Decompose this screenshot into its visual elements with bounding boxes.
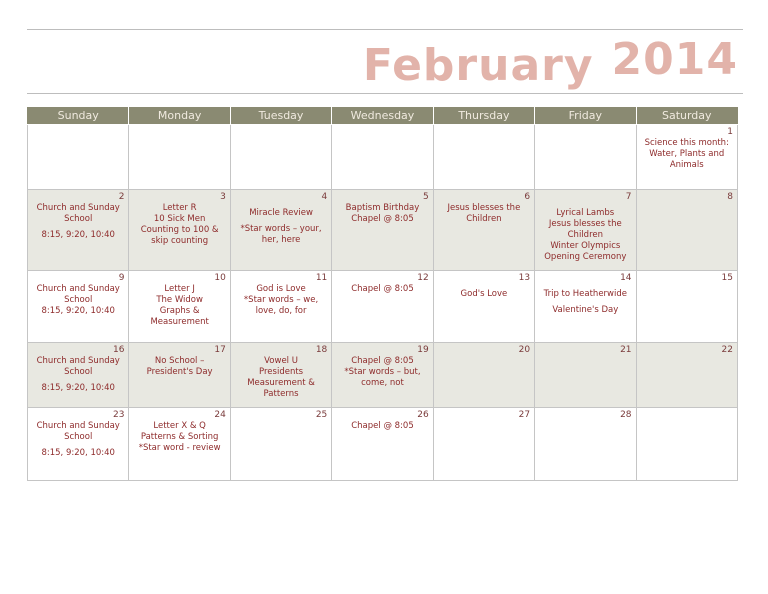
- day-cell[interactable]: [332, 343, 433, 408]
- event-line: God's Love: [460, 289, 508, 299]
- day-events: [129, 284, 229, 328]
- day-events: [332, 203, 432, 225]
- day-cell[interactable]: [28, 125, 129, 190]
- calendar-title: [362, 34, 738, 91]
- day-cell[interactable]: [433, 343, 534, 408]
- weekday-header-row: [28, 107, 738, 125]
- event-line: *Star words – your,: [240, 224, 322, 234]
- day-cell[interactable]: [535, 190, 636, 271]
- day-number: [231, 125, 331, 138]
- event-line: 8:15, 9:20, 10:40: [41, 306, 115, 316]
- day-events: [231, 203, 331, 246]
- day-number: 10: [214, 273, 226, 283]
- day-cell[interactable]: [230, 190, 331, 271]
- calendar-body: [28, 125, 738, 481]
- day-number: 28: [620, 410, 632, 420]
- day-cell[interactable]: [230, 125, 331, 190]
- weekday-tuesday: Tuesday: [230, 107, 331, 125]
- event-line: Miracle Review: [249, 208, 313, 218]
- day-cell[interactable]: [332, 190, 433, 271]
- event-line: Lyrical Lambs: [556, 208, 615, 218]
- day-events: [637, 138, 737, 171]
- week-row: [28, 408, 738, 481]
- event-line: Chapel @ 8:05: [351, 214, 414, 224]
- day-cell[interactable]: [535, 408, 636, 481]
- event-line: skip counting: [151, 236, 209, 246]
- day-events: [332, 284, 432, 295]
- day-number: [535, 125, 635, 138]
- year-label: 2014: [611, 34, 738, 85]
- day-number: 15: [721, 273, 733, 283]
- day-events: [434, 284, 534, 300]
- day-number: 1: [727, 127, 733, 137]
- month-label: February: [362, 40, 594, 91]
- top-rule: [27, 29, 743, 30]
- day-cell[interactable]: [129, 271, 230, 343]
- event-line: Church and Sunday: [36, 421, 120, 431]
- day-cell[interactable]: [636, 343, 737, 408]
- event-line: Trip to Heatherwide: [543, 289, 627, 299]
- day-events: [332, 356, 432, 389]
- day-cell[interactable]: [636, 125, 737, 190]
- day-number: 27: [518, 410, 531, 420]
- event-line: Animals: [669, 160, 704, 170]
- day-number: 25: [315, 410, 328, 420]
- weekday-thursday: Thursday: [433, 107, 534, 125]
- day-events: [434, 203, 534, 225]
- day-number: 9: [118, 273, 125, 283]
- day-number: 20: [518, 345, 531, 355]
- day-number: 4: [321, 192, 328, 202]
- event-line: School: [64, 214, 93, 224]
- event-line: 8:15, 9:20, 10:40: [41, 448, 115, 458]
- day-cell[interactable]: [28, 271, 129, 343]
- day-number: 19: [417, 345, 429, 355]
- day-number: 17: [214, 345, 226, 355]
- weekday-saturday: Saturday: [636, 107, 737, 125]
- day-number: 13: [518, 273, 531, 283]
- day-number: 7: [625, 192, 632, 202]
- event-line: Opening Ceremony: [544, 252, 627, 262]
- day-events: [231, 284, 331, 317]
- event-line: Presidents: [259, 367, 304, 377]
- day-number: 18: [315, 345, 328, 355]
- day-cell[interactable]: [636, 408, 737, 481]
- day-cell[interactable]: [433, 190, 534, 271]
- day-events: [129, 421, 229, 454]
- day-events: [28, 203, 128, 241]
- weekday-friday: Friday: [535, 107, 636, 125]
- bottom-rule: [27, 93, 743, 94]
- day-cell[interactable]: [433, 271, 534, 343]
- day-cell[interactable]: [129, 125, 230, 190]
- event-line: School: [64, 432, 93, 442]
- day-cell[interactable]: [332, 271, 433, 343]
- event-line: School: [64, 295, 93, 305]
- day-cell[interactable]: [129, 408, 230, 481]
- event-line: Measurement: [150, 317, 209, 327]
- event-line: Winter Olympics: [550, 241, 621, 251]
- day-number: 16: [112, 345, 125, 355]
- event-line: Water, Plants and: [649, 149, 725, 159]
- day-number: 23: [112, 410, 125, 420]
- event-line: Jesus blesses the: [548, 219, 622, 229]
- day-cell[interactable]: [28, 408, 129, 481]
- event-line: Church and Sunday: [36, 203, 120, 213]
- week-row: [28, 125, 738, 190]
- event-line: Letter X & Q: [153, 421, 206, 431]
- day-number: 12: [417, 273, 429, 283]
- event-line: come, not: [361, 378, 404, 388]
- day-number: 8: [727, 192, 733, 202]
- event-line: Graphs &: [159, 306, 200, 316]
- day-number: 6: [524, 192, 531, 202]
- day-number: 3: [220, 192, 226, 202]
- event-line: Letter J: [164, 284, 195, 294]
- event-line: Church and Sunday: [36, 284, 120, 294]
- event-line: Children: [567, 230, 603, 240]
- day-cell[interactable]: [332, 408, 433, 481]
- day-events: [28, 284, 128, 317]
- day-events: [28, 356, 128, 394]
- event-line: Vowel U: [264, 356, 298, 366]
- day-number: 21: [620, 345, 632, 355]
- weekday-wednesday: Wednesday: [332, 107, 433, 125]
- event-line: Measurement &: [247, 378, 315, 388]
- event-line: Counting to 100 &: [140, 225, 219, 235]
- day-number: 24: [214, 410, 226, 420]
- day-cell[interactable]: [230, 271, 331, 343]
- day-events: [231, 356, 331, 400]
- event-line: The Widow: [156, 295, 203, 305]
- event-line: School: [64, 367, 93, 377]
- day-events: [535, 203, 635, 263]
- weekday-sunday: Sunday: [28, 107, 129, 125]
- day-events: [332, 421, 432, 432]
- day-number: 11: [315, 273, 328, 283]
- day-cell[interactable]: [636, 271, 737, 343]
- day-events: [28, 421, 128, 459]
- day-events: [129, 203, 229, 247]
- event-line: Valentine's Day: [552, 305, 619, 315]
- day-cell[interactable]: [230, 408, 331, 481]
- event-line: Church and Sunday: [36, 356, 120, 366]
- day-cell[interactable]: [230, 343, 331, 408]
- calendar-grid: [27, 107, 738, 481]
- day-number: [28, 125, 128, 138]
- week-row: [28, 271, 738, 343]
- day-cell[interactable]: [28, 190, 129, 271]
- event-line: *Star word - review: [138, 443, 221, 453]
- event-line: 8:15, 9:20, 10:40: [41, 230, 115, 240]
- event-line: Letter R: [162, 203, 197, 213]
- event-line: Children: [466, 214, 502, 224]
- day-cell[interactable]: [535, 271, 636, 343]
- day-cell[interactable]: [535, 343, 636, 408]
- day-cell[interactable]: [433, 125, 534, 190]
- day-events: [129, 356, 229, 378]
- day-number: 14: [620, 273, 632, 283]
- day-number: [434, 125, 534, 138]
- day-number: 22: [721, 345, 733, 355]
- day-number: 5: [422, 192, 429, 202]
- event-line: God is Love: [256, 284, 306, 294]
- event-line: love, do, for: [255, 306, 307, 316]
- day-number: 2: [118, 192, 125, 202]
- day-cell[interactable]: [433, 408, 534, 481]
- week-row: [28, 343, 738, 408]
- day-cell[interactable]: [636, 190, 737, 271]
- event-line: Patterns & Sorting: [140, 432, 219, 442]
- day-cell[interactable]: [28, 343, 129, 408]
- event-line: Chapel @ 8:05: [351, 356, 414, 366]
- day-number: 26: [417, 410, 429, 420]
- day-number: [332, 125, 432, 138]
- week-row: [28, 190, 738, 271]
- event-line: Science this month:: [644, 138, 729, 148]
- day-cell[interactable]: [535, 125, 636, 190]
- day-events: [535, 284, 635, 316]
- event-line: 8:15, 9:20, 10:40: [41, 383, 115, 393]
- day-number: [129, 125, 229, 138]
- event-line: Chapel @ 8:05: [351, 421, 414, 431]
- event-line: 10 Sick Men: [153, 214, 206, 224]
- day-cell[interactable]: [129, 190, 230, 271]
- event-line: *Star words – but,: [344, 367, 421, 377]
- event-line: No School –: [154, 356, 205, 366]
- event-line: Jesus blesses the: [447, 203, 521, 213]
- event-line: Baptism Birthday: [345, 203, 420, 213]
- event-line: Patterns: [263, 389, 299, 399]
- weekday-monday: Monday: [129, 107, 230, 125]
- day-cell[interactable]: [332, 125, 433, 190]
- event-line: Chapel @ 8:05: [351, 284, 414, 294]
- day-number: [637, 408, 737, 421]
- event-line: President's Day: [146, 367, 213, 377]
- day-cell[interactable]: [129, 343, 230, 408]
- event-line: *Star words – we,: [243, 295, 319, 305]
- event-line: her, here: [261, 235, 301, 245]
